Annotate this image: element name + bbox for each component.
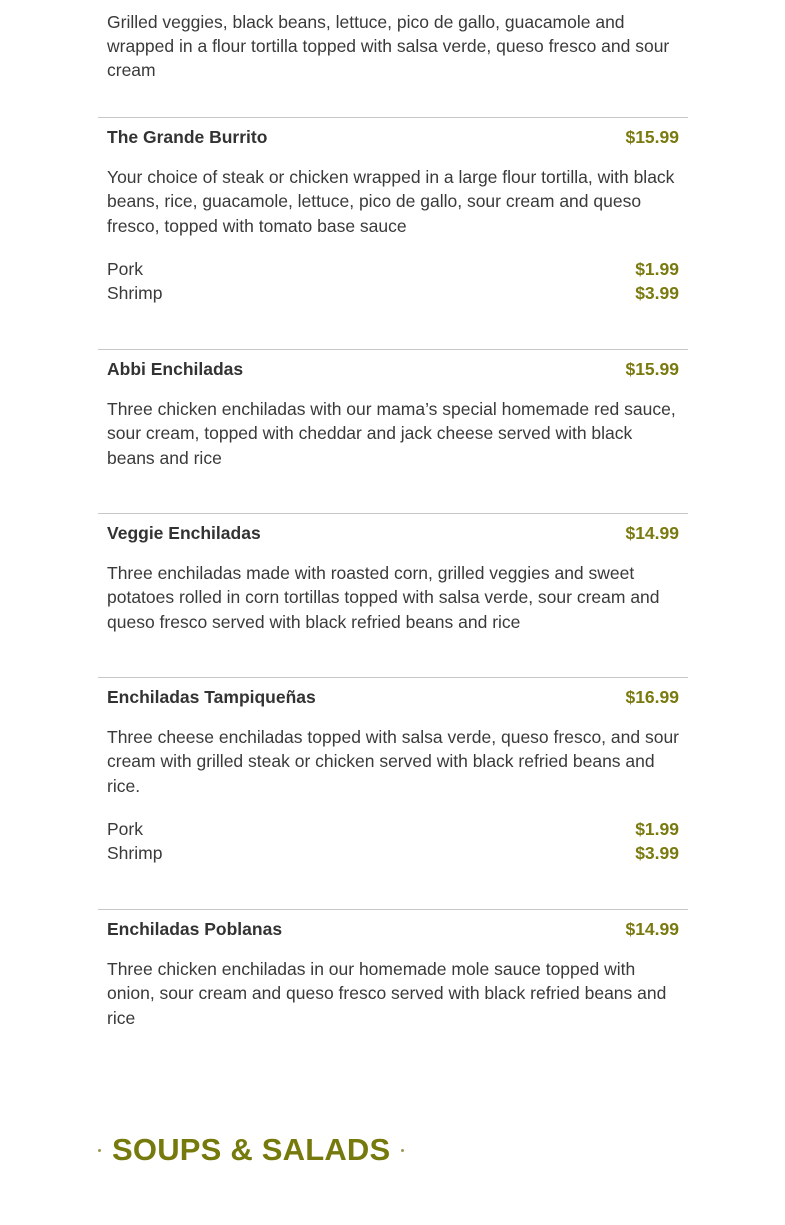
- item-price: $14.99: [625, 523, 679, 543]
- addon-row: [107, 841, 679, 865]
- addon-row: [107, 281, 679, 305]
- item-name: Enchiladas Tampiqueñas: [107, 687, 316, 707]
- item-description: Grilled veggies, black beans, lettuce, pico de gallo, guacamole and wrapped in a flour tortilla topped with salsa verde, queso fresco and sour cream: [107, 12, 670, 80]
- item-name: The Grande Burrito: [107, 127, 268, 147]
- menu-item-enchiladas-tampiquenas: [98, 677, 688, 909]
- addon-list: [107, 257, 679, 305]
- menu-item-enchiladas-poblanas: [98, 909, 688, 1049]
- menu-list: [98, 0, 688, 1049]
- addon-price: $1.99: [635, 258, 679, 279]
- item-price: $15.99: [625, 359, 679, 379]
- addon-name: Pork: [107, 818, 143, 839]
- item-price: $14.99: [625, 919, 679, 939]
- addon-price: $3.99: [635, 282, 679, 303]
- item-description: Your choice of steak or chicken wrapped in a large flour tortilla, with black beans, rice, guacamole, lettuce, pico de gallo, sour cream and queso fresco, topped with tomato base sauce: [107, 167, 675, 236]
- section-title: SOUPS & SALADS: [112, 1132, 391, 1167]
- addon-name: Pork: [107, 258, 143, 279]
- item-price: $15.99: [625, 127, 679, 147]
- addon-row: [107, 257, 679, 281]
- addon-name: Shrimp: [107, 842, 163, 863]
- item-name: Enchiladas Poblanas: [107, 919, 283, 939]
- menu-item-abbi-enchiladas: [98, 349, 688, 513]
- addon-list: [107, 817, 679, 865]
- menu-item-veggie-enchiladas: [98, 513, 688, 677]
- item-description: Three cheese enchiladas topped with salsa verde, queso fresco, and sour cream with grilled steak or chicken served with black refried beans and rice.: [107, 727, 680, 796]
- item-description: Three chicken enchiladas in our homemade mole sauce topped with onion, sour cream and queso fresco served with black refried beans and rice: [107, 959, 667, 1028]
- addon-name: Shrimp: [107, 282, 163, 303]
- menu-item-grande-burrito: [98, 117, 688, 349]
- item-name: Veggie Enchiladas: [107, 523, 261, 543]
- item-name: Abbi Enchiladas: [107, 359, 244, 379]
- section-heading: [98, 1132, 404, 1168]
- addon-price: $1.99: [635, 818, 679, 839]
- item-price: $16.99: [625, 687, 679, 707]
- decorative-dot: [98, 1149, 101, 1152]
- addon-price: $3.99: [635, 842, 679, 863]
- decorative-dot: [401, 1149, 404, 1152]
- item-description: Three chicken enchiladas with our mama’s special homemade red sauce, sour cream, topped with cheddar and jack cheese served with black beans and rice: [107, 399, 676, 468]
- addon-row: [107, 817, 679, 841]
- item-description: Three enchiladas made with roasted corn, grilled veggies and sweet potatoes rolled in corn tortillas topped with salsa verde, sour cream and queso fresco served with black refried beans and rice: [107, 563, 660, 632]
